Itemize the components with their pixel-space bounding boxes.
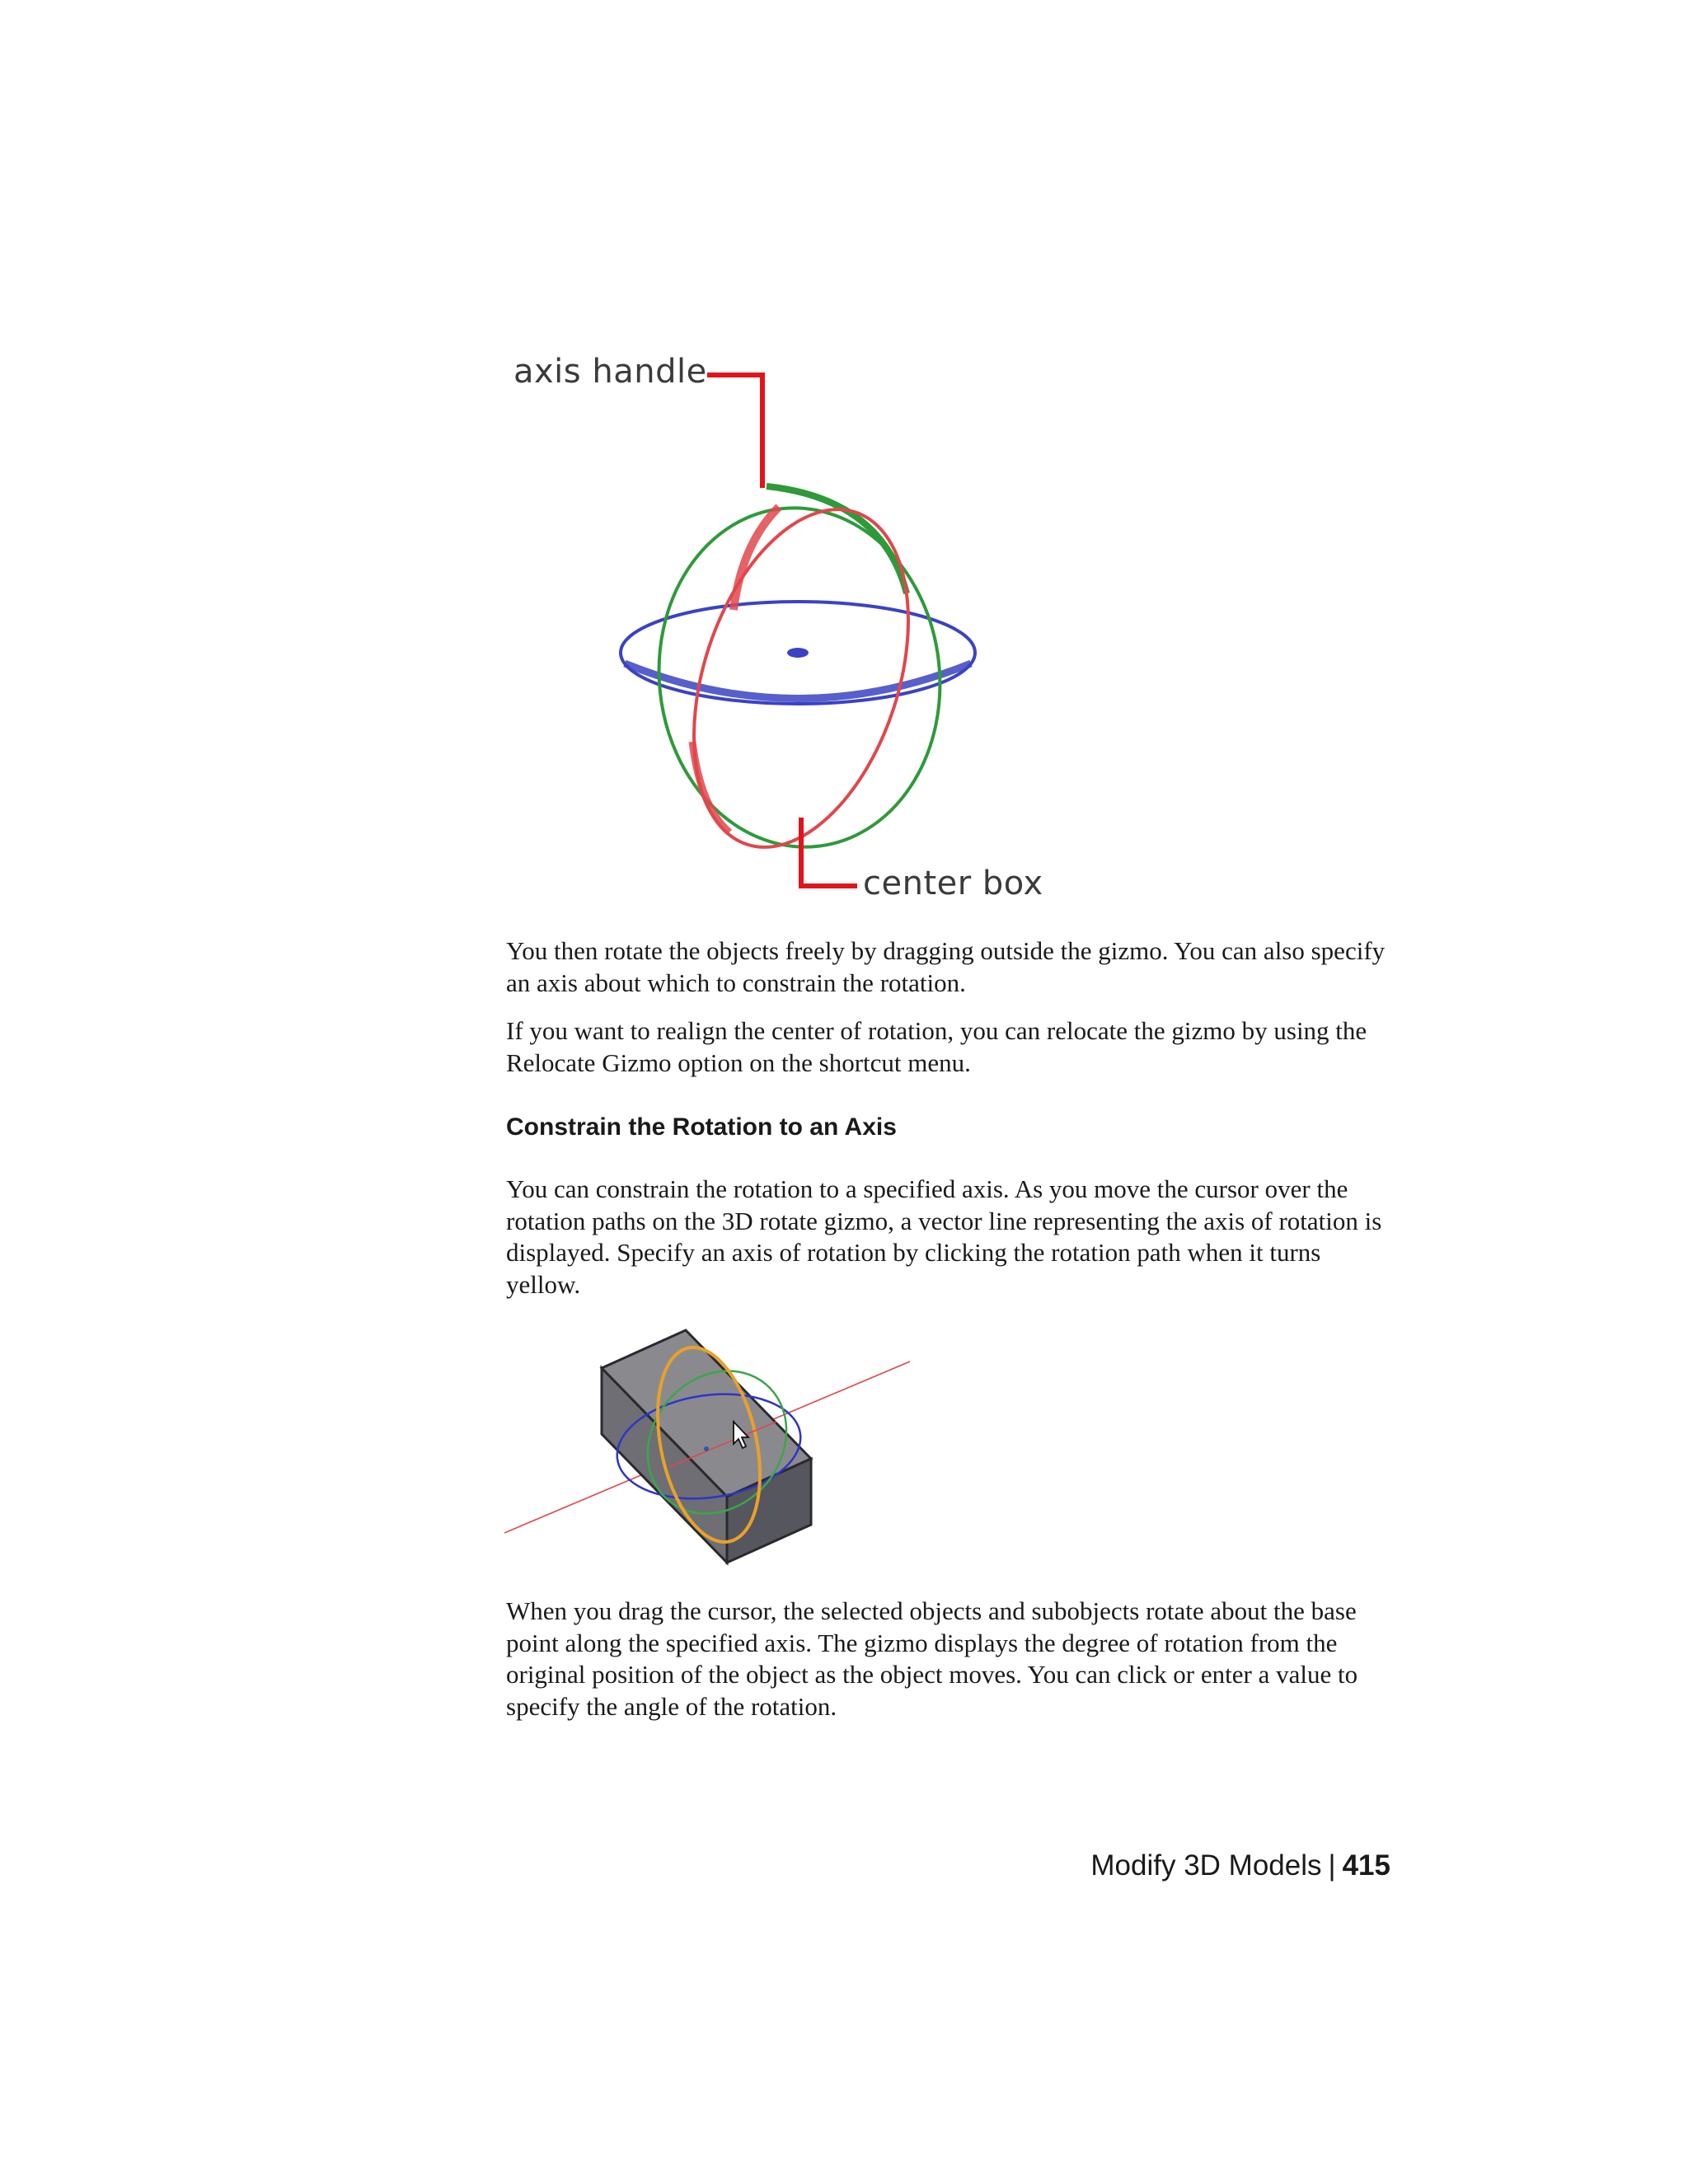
center-box-label: center box <box>863 865 1043 902</box>
paragraph-rotate-freely: You then rotate the objects freely by dragging outside the gizmo. You can also specify an axis about which to constrain the rotation. <box>506 936 1386 997</box>
center-box[interactable] <box>787 648 809 658</box>
page-footer <box>1090 1849 1390 1882</box>
constrained-rotation-diagram <box>504 1319 917 1574</box>
constrained-rotation-figure <box>504 1319 917 1574</box>
paragraph-realign-center: If you want to realign the center of rotation, you can relocate the gizmo by using the Relocate Gizmo option on the shortcut menu. <box>506 1016 1367 1077</box>
footer-section-title: Modify 3D Models <box>1090 1849 1322 1882</box>
section-heading: Constrain the Rotation to an Axis <box>506 1113 897 1141</box>
axis-handle-callout-line <box>707 375 762 488</box>
paragraph-constrain-axis: You can constrain the rotation to a specified axis. As you move the cursor over the rotation paths on the 3D rotate gizmo, a vector line representing the axis of rotation is displayed. Specify an axis of rotation by clicking the rotation path when it turns yellow. <box>506 1174 1382 1299</box>
x-axis-ring <box>654 482 947 874</box>
footer-separator: | <box>1328 1849 1336 1882</box>
y-axis-ring-thick <box>767 486 907 593</box>
gizmo-center <box>704 1446 709 1451</box>
y-axis-ring <box>642 494 956 860</box>
rotate-gizmo-figure <box>495 346 1071 915</box>
z-axis-ring-shadow <box>625 663 971 699</box>
rotate-gizmo-diagram <box>495 346 1071 915</box>
axis-handle-label: axis handle <box>513 353 707 391</box>
paragraph-drag-rotation: When you drag the cursor, the selected objects and subobjects rotate about the base point along the specified axis. The gizmo displays the degree of rotation from the original position of the object as the object moves. You can click or enter a value to specify the angle of the rotation. <box>506 1596 1358 1721</box>
page-number: 415 <box>1342 1849 1390 1882</box>
center-box-callout-line <box>801 818 857 886</box>
